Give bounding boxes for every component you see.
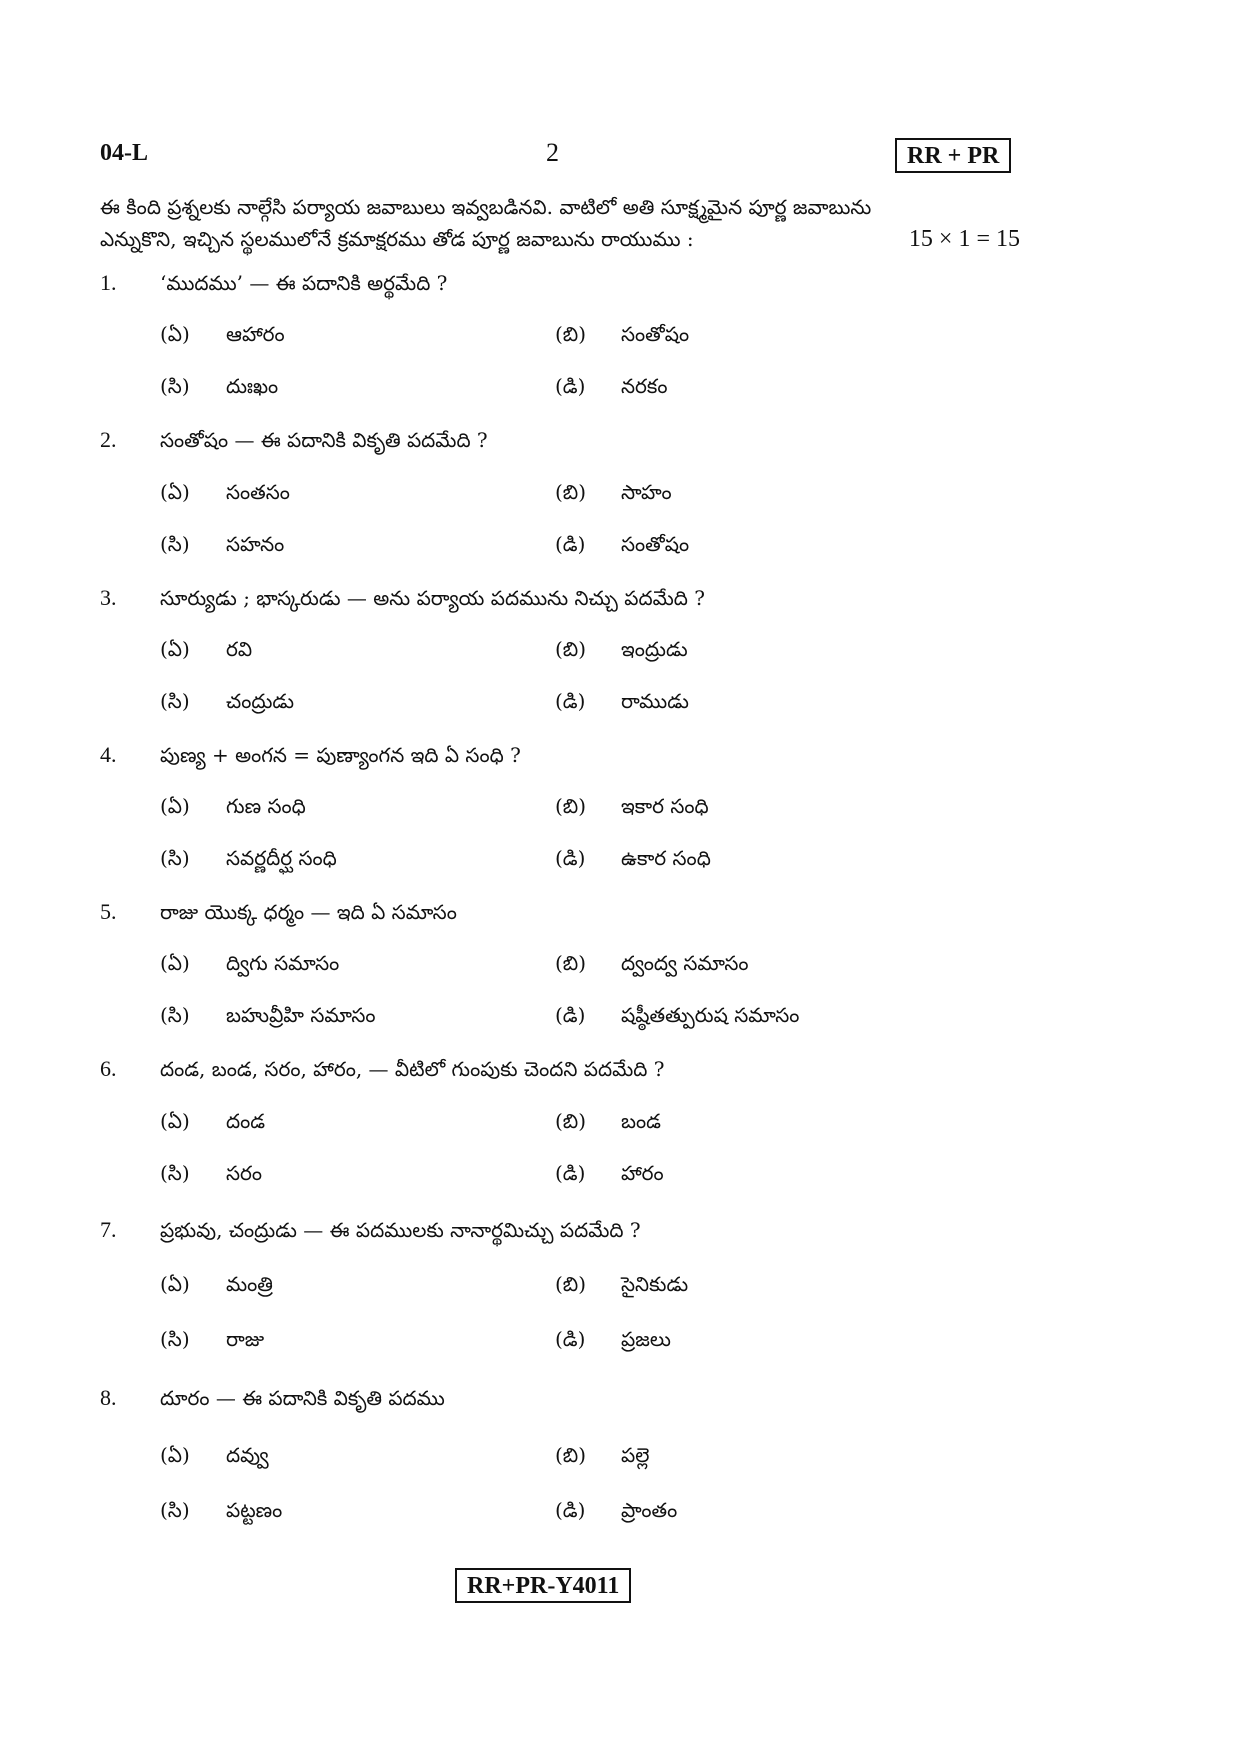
- question-number: 5.: [100, 899, 117, 924]
- option-label: (ఏ): [160, 637, 190, 661]
- option-label: (ఏ): [160, 480, 190, 504]
- option-text: రవి: [226, 637, 253, 661]
- option-c: [160, 529, 284, 559]
- option-text: సైనికుడు: [621, 1272, 689, 1296]
- option-label: (సి): [160, 1161, 190, 1185]
- option-label: (సి): [160, 1327, 190, 1351]
- option-label: (సి): [160, 532, 190, 556]
- question-3: [100, 583, 1000, 613]
- option-text: మంత్రి: [226, 1272, 273, 1296]
- question-number: 6.: [100, 1056, 117, 1081]
- option-text: బండ: [621, 1109, 661, 1133]
- option-label: (బి): [555, 1109, 587, 1133]
- option-text: షష్ఠీతత్పురుష సమాసం: [621, 1003, 800, 1027]
- question-text: పుణ్య + అంగన = పుణ్యాంగన ఇది ఏ సంధి ?: [160, 743, 521, 767]
- question-text: రాజు యొక్క ధర్మం — ఇది ఏ సమాసం: [160, 900, 457, 924]
- option-label: (బి): [555, 637, 587, 661]
- question-number: 3.: [100, 585, 117, 610]
- option-d: [555, 371, 667, 401]
- option-label: (సి): [160, 374, 190, 398]
- option-label: (బి): [555, 1272, 587, 1296]
- option-c: [160, 1495, 282, 1525]
- option-label: (సి): [160, 846, 190, 870]
- option-text: రాముడు: [621, 689, 689, 713]
- option-label: (బి): [555, 794, 587, 818]
- option-text: చంద్రుడు: [226, 689, 295, 713]
- option-d: [555, 1495, 677, 1525]
- option-text: ఆహారం: [226, 322, 285, 346]
- option-d: [555, 529, 689, 559]
- option-text: సంతోషం: [621, 532, 690, 556]
- option-text: రాజు: [226, 1327, 265, 1351]
- option-text: సంతసం: [226, 480, 290, 504]
- option-text: సవర్ణదీర్ఘ సంధి: [226, 846, 337, 870]
- option-text: దుఃఖం: [226, 374, 279, 398]
- option-d: [555, 686, 689, 716]
- option-text: సాహం: [621, 480, 672, 504]
- option-label: (డి): [555, 1161, 586, 1185]
- option-text: ద్విగు సమాసం: [226, 951, 340, 975]
- question-text: సంతోషం — ఈ పదానికి వికృతి పదమేది ?: [160, 428, 488, 452]
- option-label: (డి): [555, 1003, 586, 1027]
- question-text: ‘ముదము’ — ఈ పదానికి అర్థమేది ?: [160, 271, 448, 295]
- paper-code: 04-L: [100, 140, 148, 166]
- option-c: [160, 1158, 262, 1188]
- option-text: ద్వంద్వ సమాసం: [621, 951, 749, 975]
- page-number: 2: [546, 138, 559, 167]
- question-number: 7.: [100, 1217, 117, 1242]
- option-text: ఇకార సంధి: [621, 794, 709, 818]
- question-5: [100, 897, 1000, 927]
- option-c: [160, 1000, 376, 1030]
- option-a: [160, 477, 290, 507]
- option-text: సరం: [226, 1161, 263, 1185]
- option-label: (ఏ): [160, 1272, 190, 1296]
- option-b: [555, 791, 709, 821]
- option-label: (బి): [555, 1443, 587, 1467]
- option-label: (బి): [555, 480, 587, 504]
- instructions-line-1: ఈ కింది ప్రశ్నలకు నాల్గేసి పర్యాయ జవాబులు ఇవ్వబడినవి. వాటిలో అతి సూక్ష్మమైన పూర్ణ జవాబును: [100, 195, 872, 219]
- option-label: (డి): [555, 689, 586, 713]
- option-a: [160, 319, 285, 349]
- option-b: [555, 1269, 688, 1299]
- footer-code-box: RR+PR-Y4011: [455, 1568, 631, 1603]
- instructions-line-2: ఎన్నుకొని, ఇచ్చిన స్థలములోనే క్రమాక్షరము తోడ పూర్ణ జవాబును రాయుము :: [100, 227, 694, 251]
- option-b: [555, 634, 688, 664]
- option-a: [160, 1106, 265, 1136]
- series-box: RR + PR: [895, 138, 1011, 173]
- option-b: [555, 1440, 649, 1470]
- question-text: దూరం — ఈ పదానికి వికృతి పదము: [160, 1386, 445, 1410]
- option-d: [555, 1000, 799, 1030]
- question-text: దండ, బండ, సరం, హారం, — వీటిలో గుంపుకు చెందని పదమేది ?: [160, 1057, 665, 1081]
- option-label: (డి): [555, 846, 586, 870]
- option-a: [160, 634, 252, 664]
- option-label: (ఏ): [160, 1443, 190, 1467]
- option-text: సంతోషం: [621, 322, 690, 346]
- question-text: సూర్యుడు ; భాస్కరుడు — అను పర్యాయ పదమును నిచ్చు పదమేది ?: [160, 586, 705, 610]
- option-text: హారం: [621, 1161, 664, 1185]
- option-label: (డి): [555, 1498, 586, 1522]
- option-a: [160, 1269, 273, 1299]
- option-label: (డి): [555, 1327, 586, 1351]
- question-8: [100, 1383, 1000, 1413]
- option-d: [555, 1324, 671, 1354]
- option-label: (డి): [555, 374, 586, 398]
- option-text: నరకం: [621, 374, 668, 398]
- option-text: సహనం: [226, 532, 285, 556]
- question-4: [100, 740, 1000, 770]
- option-label: (బి): [555, 322, 587, 346]
- option-label: (ఏ): [160, 794, 190, 818]
- option-label: (ఏ): [160, 951, 190, 975]
- option-text: పల్లె: [621, 1443, 650, 1467]
- option-label: (సి): [160, 689, 190, 713]
- option-label: (ఏ): [160, 322, 190, 346]
- option-b: [555, 1106, 661, 1136]
- option-d: [555, 843, 711, 873]
- option-text: దవ్వు: [226, 1443, 269, 1467]
- option-text: ఉకార సంధి: [621, 846, 711, 870]
- option-b: [555, 477, 672, 507]
- question-7: [100, 1215, 1000, 1245]
- question-6: [100, 1054, 1000, 1084]
- question-number: 2.: [100, 427, 117, 452]
- option-text: ప్రాంతం: [621, 1498, 678, 1522]
- option-a: [160, 1440, 269, 1470]
- option-text: ప్రజలు: [621, 1327, 671, 1351]
- option-c: [160, 1324, 264, 1354]
- question-number: 4.: [100, 742, 117, 767]
- option-text: పట్టణం: [226, 1498, 283, 1522]
- question-number: 1.: [100, 270, 117, 295]
- option-label: (సి): [160, 1003, 190, 1027]
- option-label: (సి): [160, 1498, 190, 1522]
- option-label: (బి): [555, 951, 587, 975]
- question-2: [100, 425, 1000, 455]
- option-c: [160, 686, 294, 716]
- option-b: [555, 319, 689, 349]
- option-c: [160, 371, 278, 401]
- option-text: బహువ్రీహి సమాసం: [226, 1003, 376, 1027]
- option-text: గుణ సంధి: [226, 794, 306, 818]
- question-number: 8.: [100, 1385, 117, 1410]
- option-label: (ఏ): [160, 1109, 190, 1133]
- option-b: [555, 948, 749, 978]
- option-a: [160, 791, 306, 821]
- question-text: ప్రభువు, చంద్రుడు — ఈ పదములకు నానార్థమిచ్చు పదమేది ?: [160, 1218, 641, 1242]
- option-c: [160, 843, 337, 873]
- option-a: [160, 948, 339, 978]
- option-text: దండ: [226, 1109, 266, 1133]
- question-1: [100, 268, 1000, 298]
- option-text: ఇంద్రుడు: [621, 637, 688, 661]
- option-label: (డి): [555, 532, 586, 556]
- option-d: [555, 1158, 664, 1188]
- marks-scheme: 15 × 1 = 15: [908, 226, 1020, 252]
